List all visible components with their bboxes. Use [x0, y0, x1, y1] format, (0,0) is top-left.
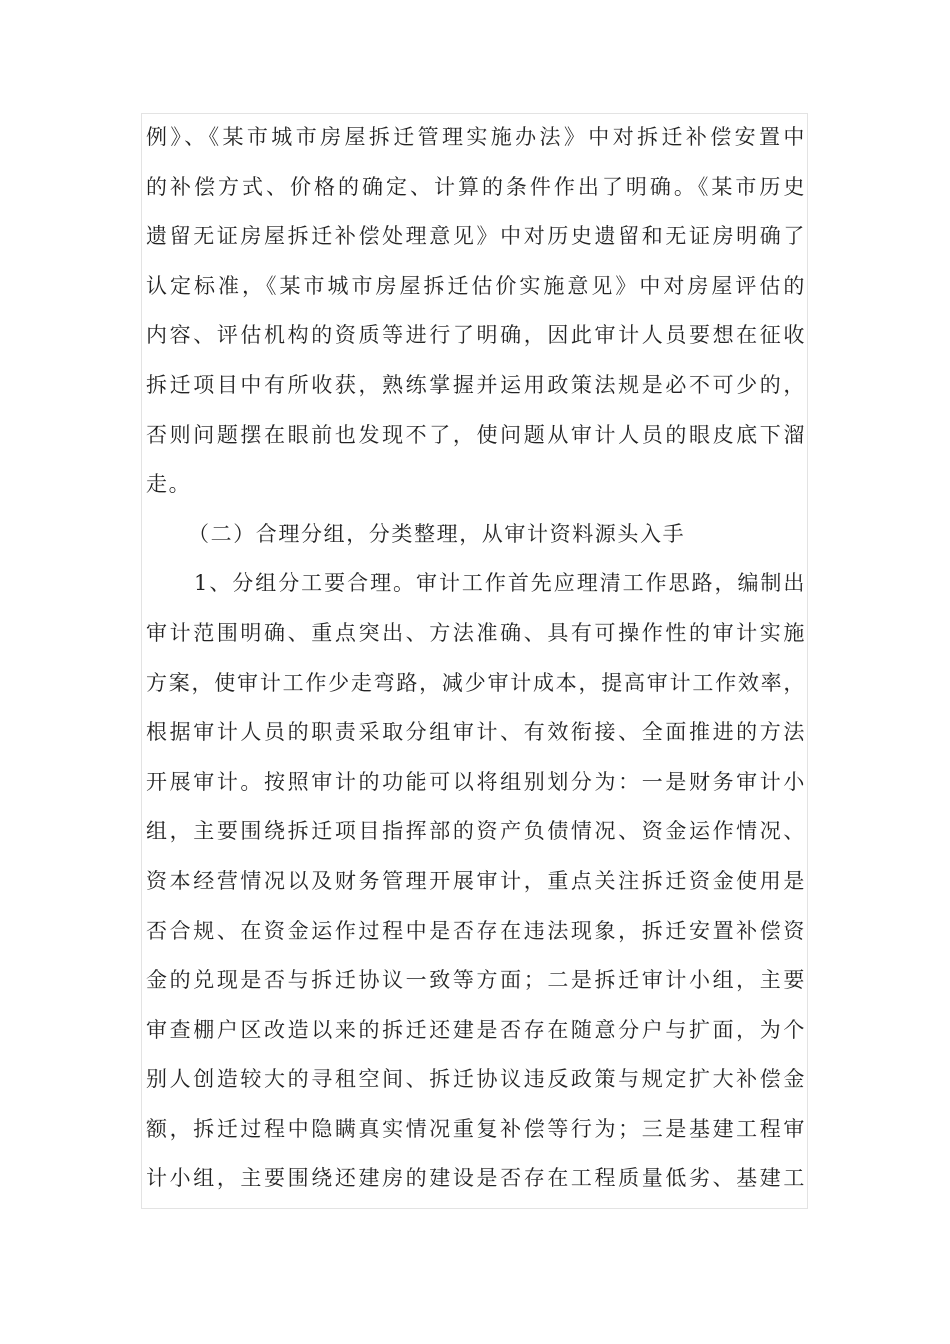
paragraph-line: 认定标准，《某市城市房屋拆迁估价实施意见》中对房屋评估的 — [146, 273, 806, 298]
paragraph-line: 开展审计。按照审计的功能可以将组别划分为：一是财务审计小 — [146, 769, 806, 794]
paragraph-line: 额，拆迁过程中隐瞒真实情况重复补偿等行为；三是基建工程审 — [146, 1116, 806, 1141]
section-heading: （二）合理分组，分类整理，从审计资料源头入手 — [188, 521, 686, 546]
document-body — [146, 113, 806, 1204]
paragraph-line: 审查棚户区改造以来的拆迁还建是否存在随意分户与扩面，为个 — [146, 1017, 806, 1042]
paragraph-line: 内容、评估机构的资质等进行了明确，因此审计人员要想在征收 — [146, 323, 806, 348]
paragraph-line: 计小组，主要围绕还建房的建设是否存在工程质量低劣、基建工 — [146, 1166, 806, 1191]
paragraph-line: 遗留无证房屋拆迁补偿处理意见》中对历史遗留和无证房明确了 — [146, 224, 806, 249]
paragraph-line: 例》、《某市城市房屋拆迁管理实施办法》中对拆迁补偿安置中 — [146, 125, 806, 149]
paragraph-line: 方案，使审计工作少走弯路，减少审计成本，提高审计工作效率， — [146, 670, 806, 695]
paragraph-line: 资本经营情况以及财务管理开展审计，重点关注拆迁资金使用是 — [146, 868, 806, 893]
paragraph-line: 否则问题摆在眼前也发现不了，使问题从审计人员的眼皮底下溜 — [146, 422, 806, 447]
paragraph-line: 组，主要围绕拆迁项目指挥部的资产负债情况、资金运作情况、 — [146, 819, 806, 844]
paragraph-line: 别人创造较大的寻租空间、拆迁协议违反政策与规定扩大补偿金 — [146, 1067, 806, 1092]
paragraph-line: 金的兑现是否与拆迁协议一致等方面；二是拆迁审计小组，主要 — [146, 968, 806, 993]
paragraph-line: 否合规、在资金运作过程中是否存在违法现象，拆迁安置补偿资 — [146, 918, 806, 943]
paragraph-line: 根据审计人员的职责采取分组审计、有效衔接、全面推进的方法 — [146, 720, 806, 745]
paragraph-line: 审计范围明确、重点突出、方法准确、具有可操作性的审计实施 — [146, 620, 806, 645]
paragraph-line: 拆迁项目中有所收获，熟练掌握并运用政策法规是必不可少的， — [146, 372, 806, 397]
paragraph-first-line: 1、分组分工要合理。审计工作首先应理清工作思路，编制出 — [194, 571, 806, 596]
paragraph-line-end: 走。 — [146, 472, 192, 497]
paragraph-line: 的补偿方式、价格的确定、计算的条件作出了明确。《某市历史 — [146, 174, 806, 199]
